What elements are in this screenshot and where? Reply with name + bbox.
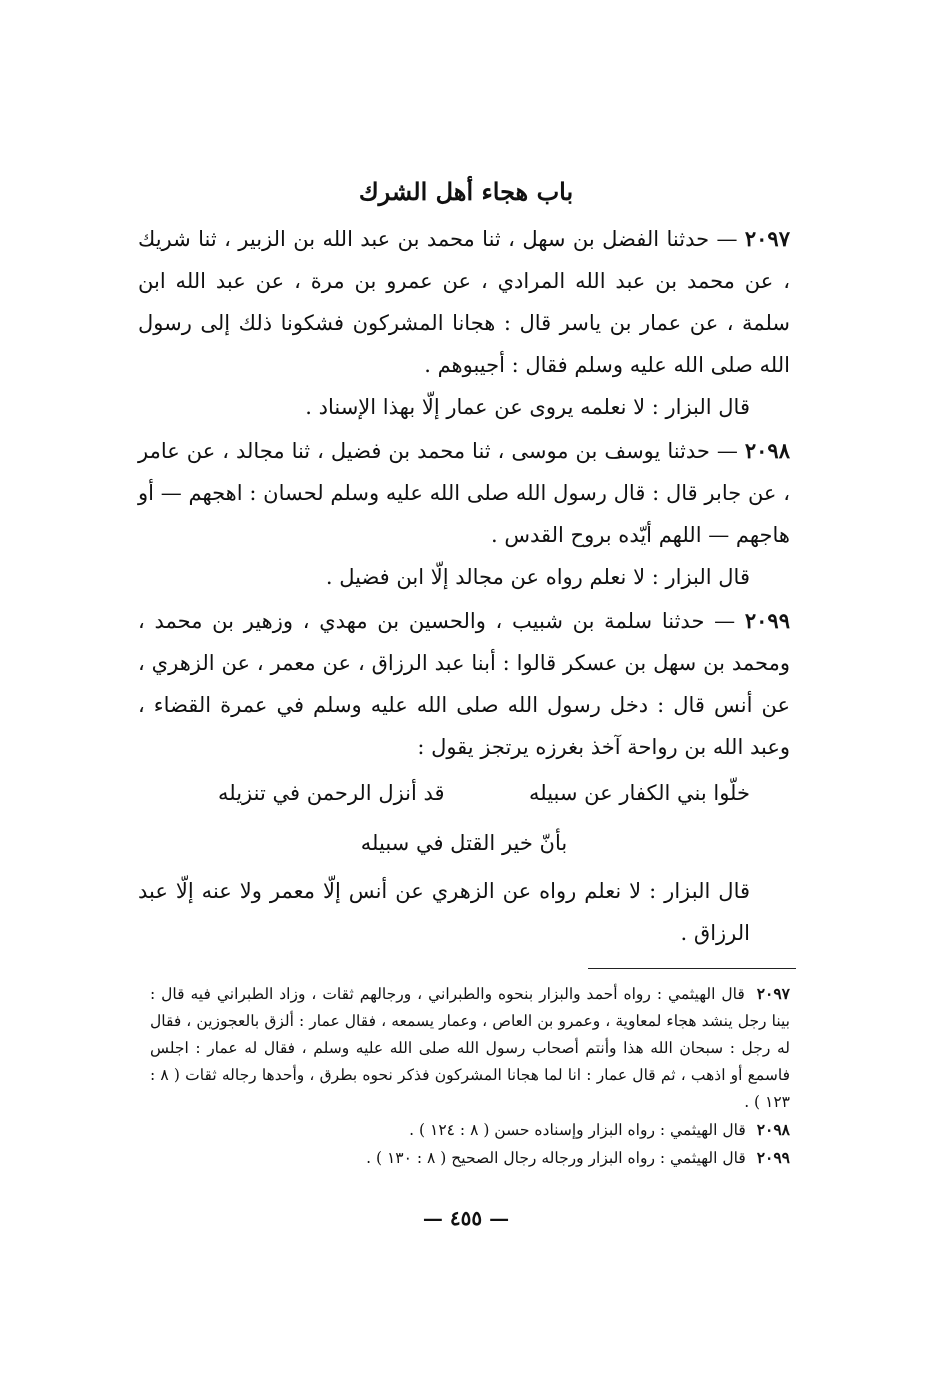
- chapter-heading: باب هجاء أهل الشرك: [358, 177, 574, 206]
- hadith-2099-body: [138, 600, 790, 768]
- hadith-2098-bazzar: قال البزار : لا نعلم رواه عن مجالد إلّا ابن فضيل .: [325, 565, 750, 589]
- hadith-2098-text: — حدثنا يوسف بن موسى ، ثنا محمد بن فضيل ، ثنا مجالد ، عن عامر ، عن جابر قال : قال رسول الله صلى الله عليه وسلم لحسان : اهجهم — أو هاجهم — اللهم أيّده بروح القدس .: [138, 439, 790, 547]
- poem-line-2: بأنّ خير القتل في سبيله: [360, 831, 568, 855]
- footnote-2099-number: ٢٠٩٩: [756, 1148, 790, 1167]
- hadith-2099-text: — حدثنا سلمة بن شبيب ، والحسين بن مهدي ، وزهير بن محمد ، ومحمد بن سهل بن عسكر قالوا : أبنا عبد الرزاق ، عن معمر ، عن الزهري ، عن أنس قال : دخل رسول الله صلى الله عليه وسلم في عمرة القضاء ، وعبد الله بن رواحة آخذ بغرزه يرتجز يقول :: [138, 609, 790, 759]
- hadith-2098-body: [138, 430, 790, 556]
- footnote-2098-text: قال الهيثمي : رواه البزار وإسناده حسن ( ٨ : ١٢٤ ) .: [409, 1121, 746, 1139]
- footnote-2099-text: قال الهيثمي : رواه البزار ورجاله رجال الصحيح ( ٨ : ١٣٠ ) .: [366, 1149, 746, 1167]
- hadith-2098: [138, 430, 790, 598]
- footnote-separator: [588, 968, 796, 969]
- footnote-2098-number: ٢٠٩٨: [756, 1120, 790, 1139]
- hadith-2097-text: — حدثنا الفضل بن سهل ، ثنا محمد بن عبد الله بن الزبير ، ثنا شريك ، عن محمد بن عبد الله المرادي ، عن عمرو بن مرة ، عن عبد الله ابن سلمة ، عن عمار بن ياسر قال : هجانا المشركون فشكونا ذلك إلى رسول الله صلى الله عليه وسلم فقال : أجيبوهم .: [138, 227, 790, 377]
- footnote-2097: [150, 980, 790, 1116]
- footnote-2099: [150, 1144, 790, 1172]
- footnotes: [150, 980, 790, 1172]
- hadith-2099-number: ٢٠٩٩: [744, 608, 790, 633]
- poem-hemistich-left: قد أنزل الرحمن في تنزيله: [218, 781, 445, 805]
- hadith-2097-number: ٢٠٩٧: [744, 226, 790, 251]
- hadith-2097-bazzar: قال البزار : لا نعلمه يروى عن عمار إلّا بهذا الإسناد .: [305, 395, 750, 419]
- hadith-2097-body: [138, 218, 790, 386]
- poem-hemistich-right: خلّوا بني الكفار عن سبيله: [529, 781, 750, 805]
- hadith-2097: [138, 218, 790, 428]
- page-number: — ٤٥٥ —: [422, 1206, 510, 1230]
- footnote-2097-number: ٢٠٩٧: [756, 984, 790, 1003]
- footnote-2097-text: قال الهيثمي : رواه أحمد والبزار بنحوه والطبراني ، ورجالهم ثقات ، وزاد الطبراني فيه قال : بينا رجل ينشد هجاء لمعاوية ، وعمرو بن العاص ، وعمار يسمعه ، فقال عمار : ألزق بالعجوزين ، فقال له رجل : سبحان الله هذا وأنتم أصحاب رسول الله صلى الله عليه وسلم ، فقال له عمار : اجلس فاسمع أو اذهب ، ثم قال عمار : انا لما هجانا المشركون فذكر نحوه بطرق ، وأحدها رجاله ثقات ( ٨ : ١٢٣ ) .: [150, 985, 790, 1111]
- hadith-2099-bazzar: قال البزار : لا نعلم رواه عن الزهري عن أنس إلّا معمر ولا عنه إلّا عبد الرزاق .: [138, 879, 750, 945]
- hadith-2099: [138, 600, 790, 954]
- poem-line-1: [138, 772, 790, 814]
- hadith-2098-number: ٢٠٩٨: [744, 438, 790, 463]
- footnote-2098: [150, 1116, 790, 1144]
